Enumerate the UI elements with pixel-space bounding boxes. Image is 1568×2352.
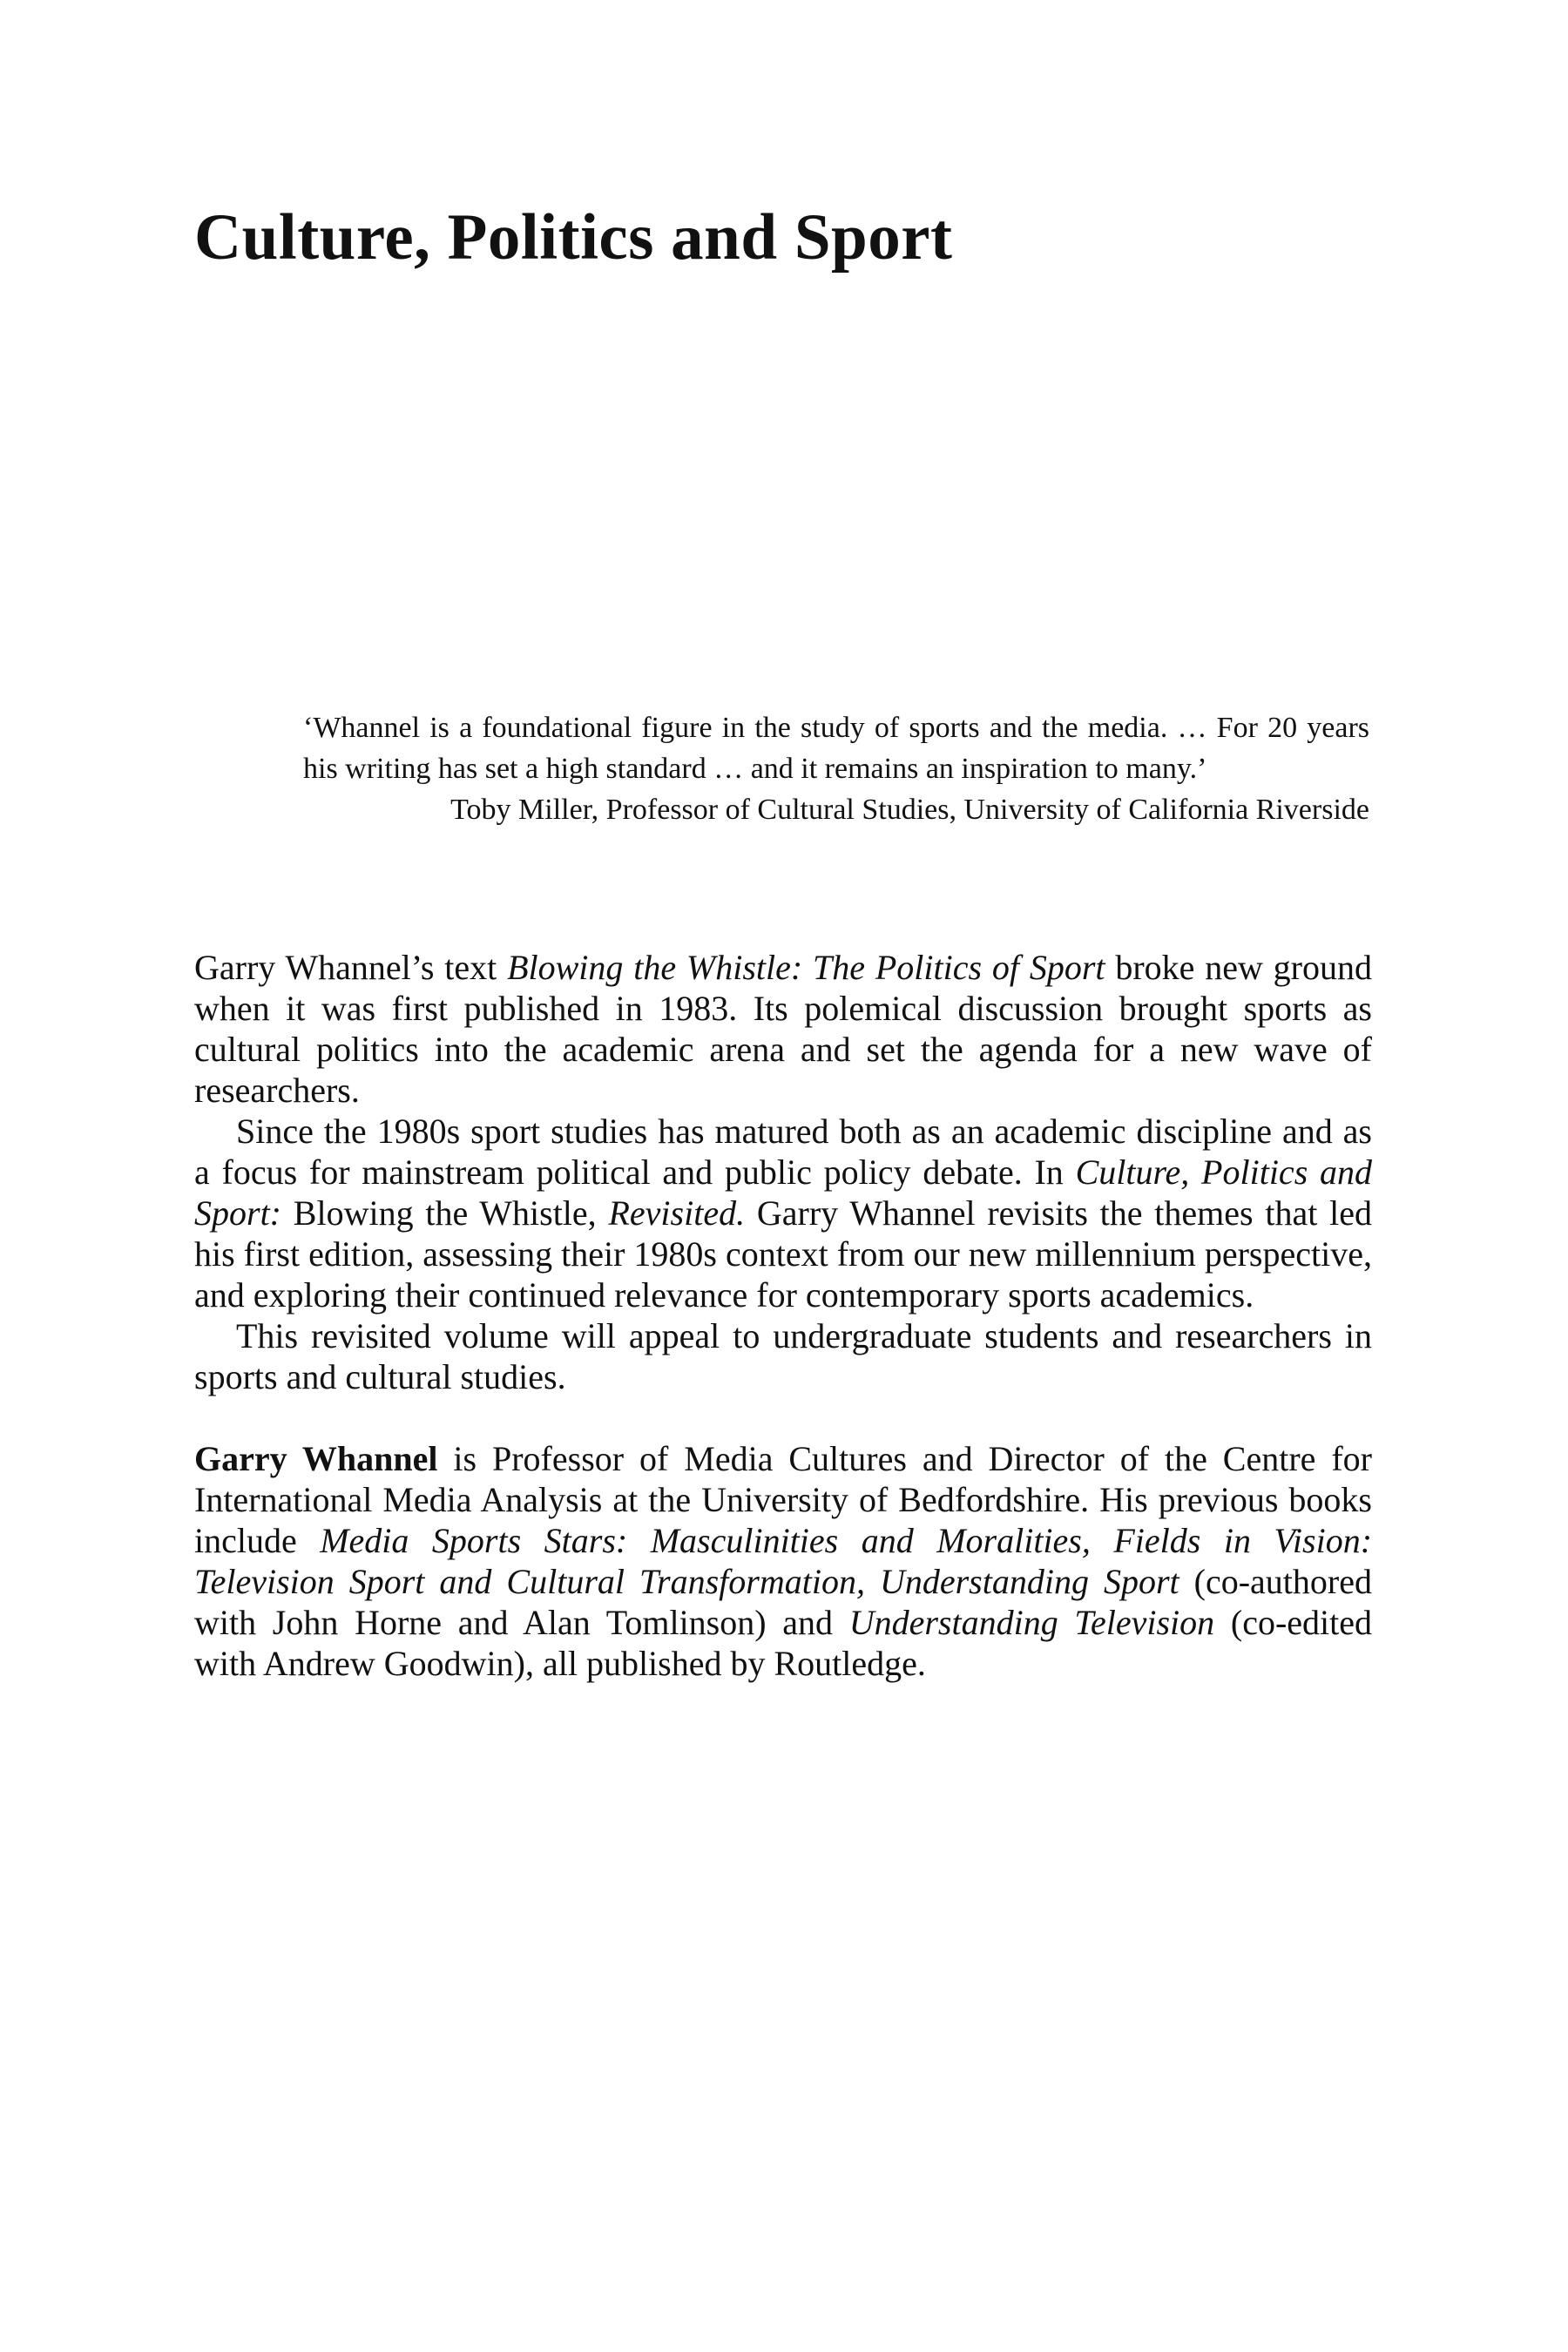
italic-text-run: Understanding Television <box>848 1603 1215 1642</box>
italic-text-run: Culture, Politics and Sport: <box>194 1152 1372 1233</box>
text-run: (co-authored with John Horne and Alan Tomlinson) and <box>194 1562 1372 1642</box>
text-run: is Professor of Media Cultures and Director of the Centre for International Media Analysis at the University of Bedfordshire. His previous books include <box>194 1439 1372 1560</box>
book-description <box>194 947 1372 1684</box>
italic-text-run: Revisited. <box>608 1193 746 1233</box>
text-run: (co-edited with Andrew Goodwin), all published by Routledge. <box>194 1603 1372 1683</box>
text-run: Blowing the Whistle, <box>281 1193 609 1233</box>
quote-attribution: Toby Miller, Professor of Cultural Studies, University of California Riverside <box>450 794 1369 826</box>
endorsement-quote <box>303 707 1369 830</box>
page-title: Culture, Politics and Sport <box>194 201 953 274</box>
quote-text: ‘Whannel is a foundational figure in the study of sports and the media. … For 20 years his writing has set a high standard … and it remains an inspiration to many.’ <box>303 712 1369 785</box>
text-run: This revisited volume will appeal to undergraduate students and researchers in sports and cultural studies. <box>194 1316 1372 1396</box>
italic-text-run: Media Sports Stars: Masculinities and Moralities, Fields in Vision: Television Sport and Cultural Transformation, Understanding Sport <box>194 1521 1373 1601</box>
text-run: Garry Whannel’s text <box>194 948 508 987</box>
text-run: Since the 1980s sport studies has matured both as an academic discipline and as a focus for mainstream political and public policy debate. In <box>194 1112 1372 1192</box>
description-paragraph <box>194 1315 1372 1397</box>
description-paragraph <box>194 947 1372 1111</box>
bold-text-run: Garry Whannel <box>194 1439 438 1478</box>
text-run: Garry Whannel revisits the themes that led his first edition, assessing their 1980s context from our new millennium perspective, and exploring their continued relevance for contemporary sports academics. <box>194 1193 1373 1315</box>
italic-text-run: Blowing the Whistle: The Politics of Sport <box>507 948 1105 987</box>
author-bio <box>194 1438 1372 1684</box>
text-run: broke new ground when it was first published in 1983. Its polemical discussion brought sports as cultural politics into the academic arena and set the agenda for a new wave of researchers. <box>194 948 1372 1110</box>
description-paragraph <box>194 1111 1372 1315</box>
